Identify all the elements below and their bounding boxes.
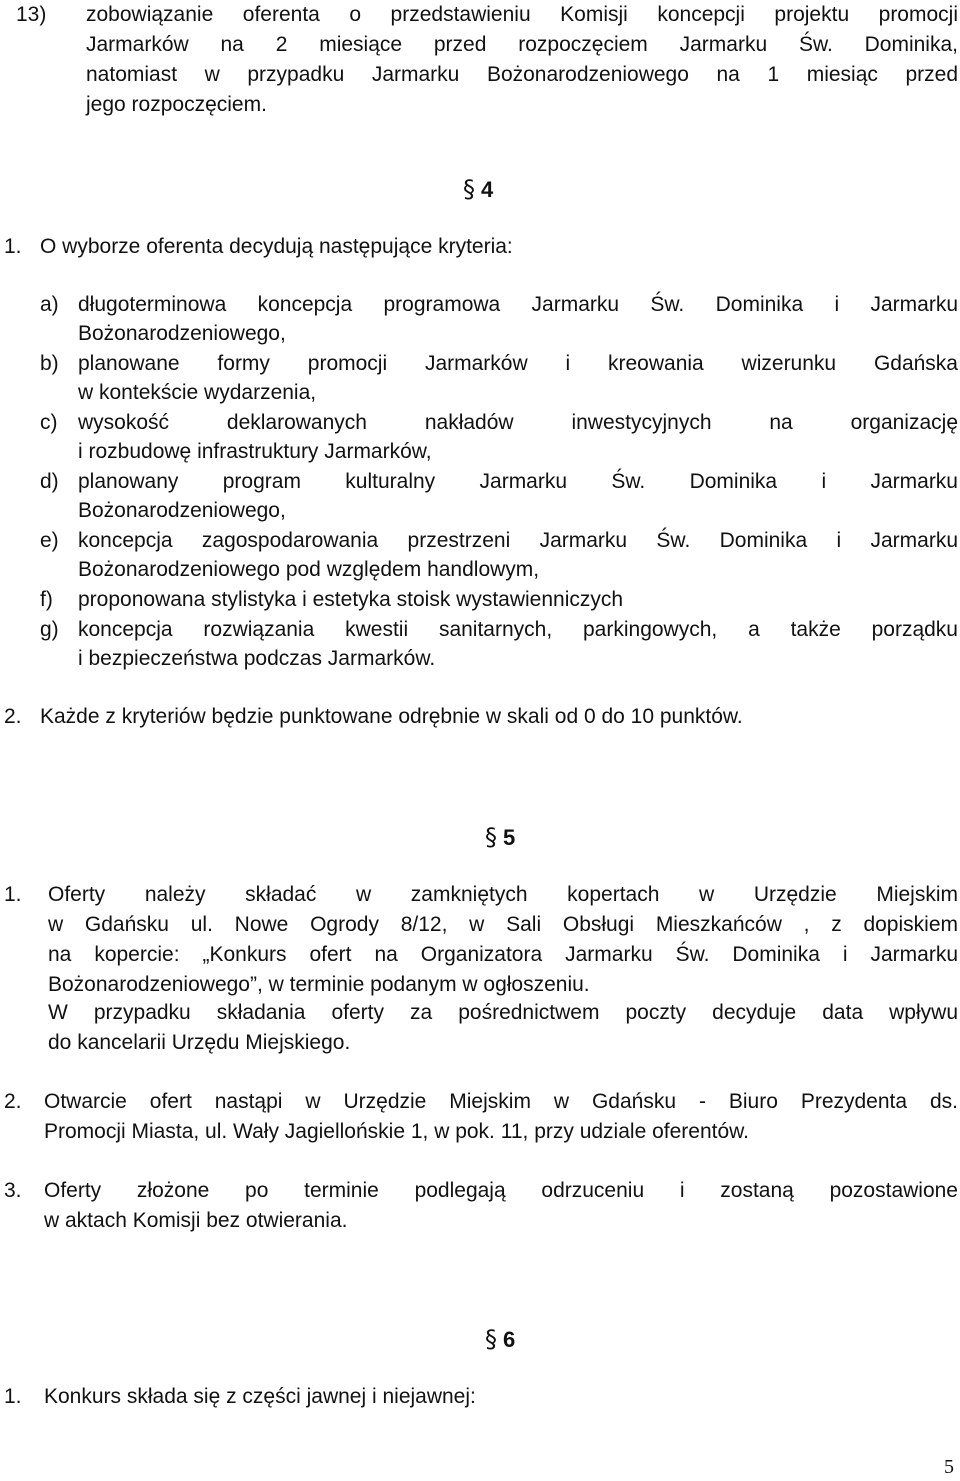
criterion-line: i bezpieczeństwa podczas Jarmarków. [78,647,436,670]
paragraph-text: Każde z kryteriów będzie punktowane odrębnie w skali od 0 do 10 punktów. [40,705,743,728]
criterion-line: planowany program kulturalny Jarmarku Św. Dominika i Jarmarku [78,470,958,493]
paragraph-line: na kopercie: „Konkurs ofert na Organizatora Jarmarku Św. Dominika i Jarmarku [48,943,958,966]
criterion-line: koncepcja rozwiązania kwestii sanitarnych, parkingowych, a także porządku [78,618,958,641]
criterion-line: wysokość deklarowanych nakładów inwestycyjnych na organizację [78,411,958,434]
criterion-line: planowane formy promocji Jarmarków i kreowania wizerunku Gdańska [78,352,958,375]
section-number: 5 [503,825,516,850]
paragraph-line: w aktach Komisji bez otwierania. [44,1209,348,1232]
paragraph-line: Otwarcie ofert nastąpi w Urzędzie Miejskim w Gdańsku - Biuro Prezydenta ds. [44,1090,958,1113]
section-4-heading [463,177,493,201]
criterion-line: proponowana stylistyka i estetyka stoisk wystawienniczych [78,588,624,611]
criterion-label: c) [40,411,58,434]
section-number: 6 [503,1327,516,1352]
paragraph-text: Konkurs składa się z części jawnej i niejawnej: [44,1385,476,1408]
criterion-line: Bożonarodzeniowego, [78,322,286,345]
paragraph-label: 3. [4,1179,22,1202]
criterion-line: koncepcja zagospodarowania przestrzeni Jarmarku Św. Dominika i Jarmarku [78,529,958,552]
paragraph-line: w Gdańsku ul. Nowe Ogrody 8/12, w Sali Obsługi Mieszkańców , z dopiskiem [48,913,958,936]
criterion-line: Bożonarodzeniowego pod względem handlowym, [78,558,540,581]
paragraph-line: Oferty złożone po terminie podlegają odrzuceniu i zostaną pozostawione [44,1179,958,1202]
criterion-line: i rozbudowę infrastruktury Jarmarków, [78,440,432,463]
criterion-label: d) [40,470,59,493]
item-13-line: Jarmarków na 2 miesiące przed rozpoczęciem Jarmarku Św. Dominika, [86,33,958,56]
criterion-label: g) [40,618,59,641]
criterion-label: f) [40,588,53,611]
paragraph-label: 1. [4,883,22,906]
criterion-label: e) [40,529,59,552]
section-symbol: § [463,175,475,203]
item-13-line: zobowiązanie oferenta o przedstawieniu Komisji koncepcji projektu promocji [86,3,958,26]
criterion-label: a) [40,293,59,316]
section-5-heading [485,825,515,849]
item-13-line: natomiast w przypadku Jarmarku Bożonarodzeniowego na 1 miesiąc przed [86,63,958,86]
criterion-line: długoterminowa koncepcja programowa Jarmarku Św. Dominika i Jarmarku [78,293,958,316]
page-number: 5 [944,1456,954,1478]
criterion-line: w kontekście wydarzenia, [78,381,317,404]
section-symbol: § [485,1325,497,1353]
paragraph-line: Promocji Miasta, ul. Wały Jagiellońskie 1, w pok. 11, przy udziale oferentów. [44,1120,749,1143]
paragraph-line: W przypadku składania oferty za pośrednictwem poczty decyduje data wpływu [48,1001,958,1024]
paragraph-text: O wyborze oferenta decydują następujące kryteria: [40,235,513,258]
item-13-label: 13) [16,3,47,26]
section-number: 4 [481,177,494,202]
paragraph-label: 2. [4,705,22,728]
paragraph-line: do kancelarii Urzędu Miejskiego. [48,1031,351,1054]
paragraph-line: Oferty należy składać w zamkniętych kopertach w Urzędzie Miejskim [48,883,958,906]
section-6-heading [485,1327,515,1351]
paragraph-line: Bożonarodzeniowego”, w terminie podanym w ogłoszeniu. [48,973,590,996]
criterion-label: b) [40,352,59,375]
paragraph-label: 1. [4,235,22,258]
paragraph-label: 1. [4,1385,22,1408]
paragraph-label: 2. [4,1090,22,1113]
criterion-line: Bożonarodzeniowego, [78,499,286,522]
item-13-line: jego rozpoczęciem. [86,93,267,116]
section-symbol: § [485,823,497,851]
